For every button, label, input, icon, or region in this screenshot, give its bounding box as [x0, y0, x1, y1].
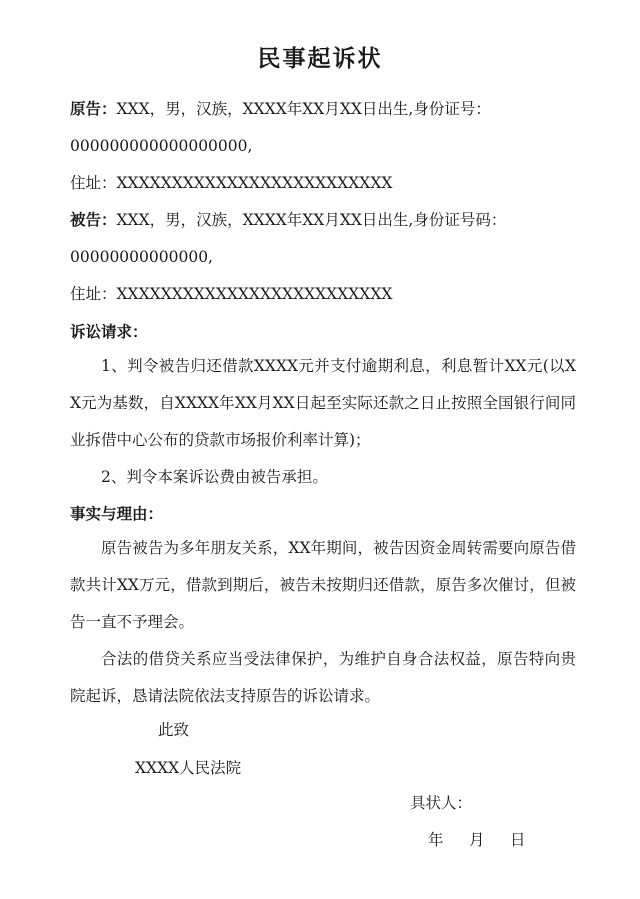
plaintiff-address: XXXXXXXXXXXXXXXXXXXXXXXXX	[116, 174, 393, 192]
plaintiff-info: XXX，男，汉族，XXXX年XX月XX日出生,身份证号：	[116, 100, 491, 118]
plaintiff-info-line	[70, 99, 491, 119]
facts-heading: 事实与理由：	[70, 505, 164, 523]
defendant-info-line	[70, 210, 506, 230]
defendant-address: XXXXXXXXXXXXXXXXXXXXXXXXX	[116, 285, 393, 303]
defendant-address-label: 住址：	[70, 285, 117, 303]
defendant-info: XXX，男，汉族，XXXX年XX月XX日出生,身份证号码：	[116, 211, 507, 229]
defendant-label: 被告：	[70, 211, 117, 229]
date-day: 日	[510, 831, 526, 849]
date-month: 月	[469, 831, 485, 849]
signature-label: 具状人：	[410, 794, 473, 812]
plaintiff-address-line	[70, 173, 392, 193]
claim-item-1: 1、判令被告归还借款XXXX元并支付逾期利息，利息暂计XX元(以XX元为基数，自XXXX年XX月XX日起至实际还款之日止按照全国银行间同业拆借中心公布的贷款市场报价利率计算)；	[70, 357, 576, 449]
page-title: 民事起诉状	[257, 46, 383, 72]
claim-item-2: 2、判令本案诉讼费由被告承担。	[101, 468, 328, 486]
plaintiff-address-label: 住址：	[70, 174, 117, 192]
salutation: 此致	[158, 721, 190, 739]
plaintiff-label: 原告：	[70, 100, 117, 118]
defendant-address-line	[70, 284, 392, 304]
facts-paragraph-2: 合法的借贷关系应当受法律保护，为维护自身合法权益，原告特向贵院起诉，恳请法院依法支持原告的诉讼请求。	[70, 650, 576, 705]
plaintiff-id: 000000000000000000,	[70, 137, 253, 155]
defendant-id: 00000000000000,	[70, 248, 213, 266]
court-name: XXXX人民法院	[135, 759, 242, 777]
facts-paragraph-1: 原告被告为多年朋友关系，XX年期间，被告因资金周转需要向原告借款共计XX万元，借款到期后，被告未按期归还借款，原告多次催讨，但被告一直不予理会。	[70, 539, 576, 631]
claims-heading: 诉讼请求：	[70, 323, 148, 341]
date-year: 年	[428, 831, 444, 849]
